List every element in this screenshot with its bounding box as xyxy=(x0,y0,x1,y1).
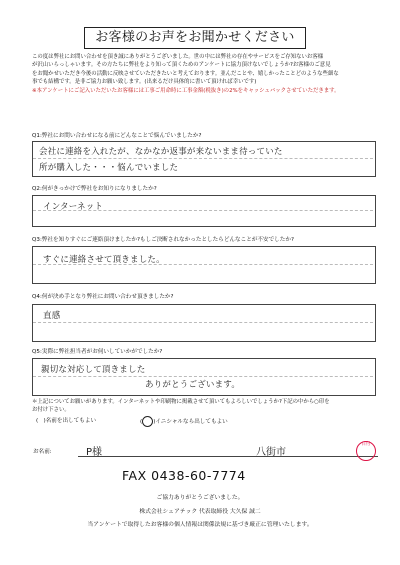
intro-line: 事でも結構です。是非ご協力お願い致します。(出来るだけ具体的に書いて頂ければ幸いです) xyxy=(32,79,257,86)
answer-box-3 xyxy=(32,246,376,284)
customer-location: 八街市 xyxy=(256,447,286,458)
customer-name: P様 xyxy=(86,447,103,458)
page-title: お客様のお声をお聞かせください xyxy=(95,30,295,45)
ruled-line xyxy=(33,322,373,323)
question-5-label: Q5:実際に弊社担当者がお伺いしていかがでしたか? xyxy=(32,349,163,355)
intro-text xyxy=(32,53,377,95)
answer-1-line-1: 会社に連絡を入れたが、なかなか返事が来ないまま待っていた xyxy=(39,147,283,157)
fax-number: FAX 0438-60-7774 xyxy=(122,468,246,483)
intro-line: この度は弊社にお問い合わせを頂き誠にありがとうございました。世の中には弊社の存在やサービスをご存知ないお客様 xyxy=(32,54,324,60)
option-label: イニシャルなら出してもよい xyxy=(155,419,228,425)
title-box xyxy=(84,27,306,49)
question-2-label: Q2:何がきっかけで弊社をお知りになりましたか? xyxy=(32,186,157,192)
company-name: 株式会社シェアテック 代表取締役 大久保 誠二 xyxy=(139,509,261,515)
date-stamp xyxy=(356,441,376,461)
circled-mark-icon xyxy=(142,416,153,427)
cashback-note: ※本アンケートにご記入いただいたお客様には工事ご用命時に工事金額(税抜き)の2%をキャッシュバックさせていただきます。 xyxy=(32,87,340,94)
consent-option-initials[interactable]: ( )イニシャルなら出してもよい xyxy=(140,416,228,427)
answer-1-line-2: 所が購入した・・・悩んでいました xyxy=(39,163,179,173)
consent-line: お付け下さい。 xyxy=(32,407,70,413)
answer-2-line-1: インターネット xyxy=(43,202,104,212)
answer-5-line-2: ありがとうございます。 xyxy=(145,380,241,390)
thanks-text: ご協力ありがとうございました。 xyxy=(156,495,244,501)
name-underline xyxy=(78,456,378,457)
question-1-label: Q1:弊社にお問い合わせになる前にどんなことで悩んでいましたか? xyxy=(32,133,202,139)
answer-3-line-1: すぐに連絡させて頂きました。 xyxy=(43,255,165,265)
intro-line: をお聞かせいただき今後の活動に反映させていただきたいと考えております。並んだことや、嬉しかったことどのような些細な xyxy=(32,70,339,77)
answer-box-4 xyxy=(32,304,376,342)
ruled-line xyxy=(33,376,373,377)
option-label: 名前を出してもよい xyxy=(45,418,97,424)
privacy-note: 当アンケートで取得したお客様の個人情報は関係法規に基づき厳正に管理いたします。 xyxy=(87,522,313,528)
question-3-label: Q3:弊社を知りすぐにご連絡頂けましたか?もしご決断されなかったとしたらどんなことが不安でしたか? xyxy=(32,237,294,243)
consent-option-name[interactable]: ( )名前を出してもよい xyxy=(36,418,97,424)
ruled-line xyxy=(33,158,373,159)
answer-4-line-1: 直感 xyxy=(43,311,61,321)
intro-line: が沢山いらっしゃいます。その方たちに弊社をより知って頂くためのアンケートに協力頂けないでしょうか?お客様のご意見 xyxy=(32,62,331,69)
answer-5-line-1: 親切な対応して頂きました xyxy=(41,365,146,375)
publication-consent xyxy=(32,398,377,414)
consent-line: ＊上記についてお願いがあります。インターネットや印刷物に掲載させて頂いてもよろしいでしょうか?下記の中から○印を xyxy=(32,399,330,405)
answer-box-2 xyxy=(32,195,376,227)
answer-box-1 xyxy=(32,141,376,177)
stamp-text: 日付 xyxy=(361,442,371,447)
question-4-label: Q4:何が決め手となり弊社にお問い合わせ頂きましたか? xyxy=(32,294,174,300)
name-label: お名前: xyxy=(33,449,52,455)
answer-box-5 xyxy=(32,358,376,396)
